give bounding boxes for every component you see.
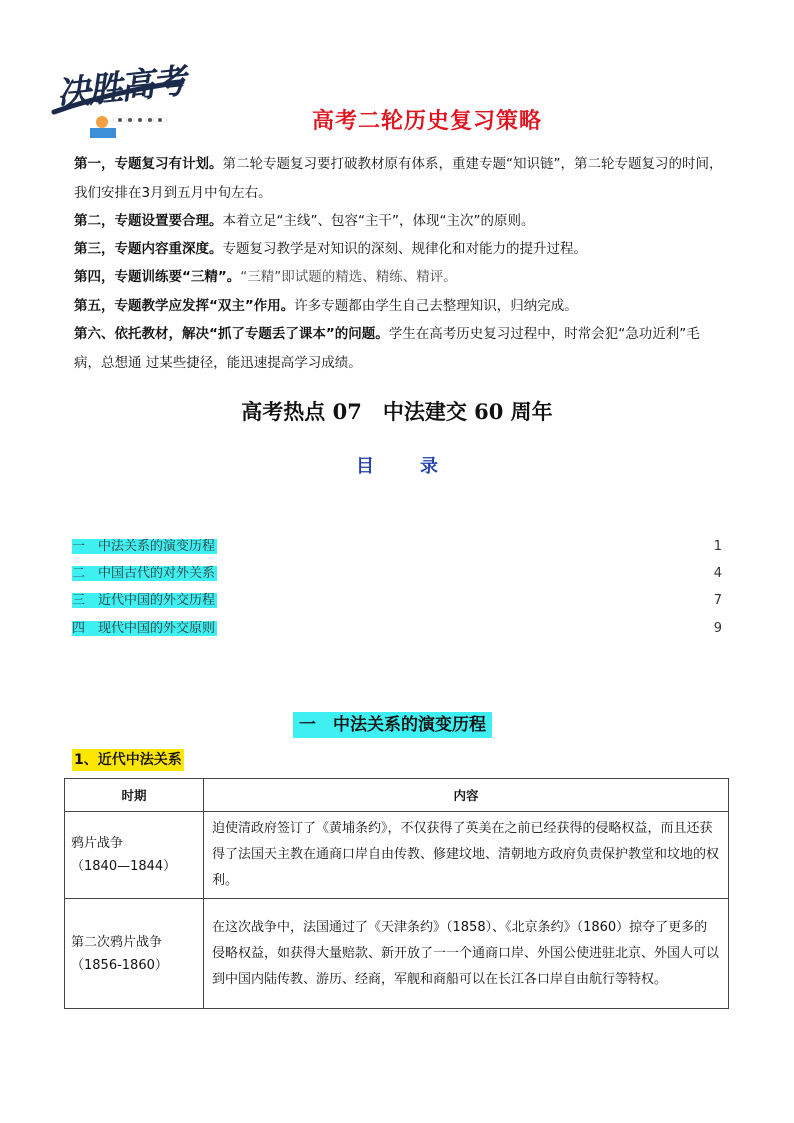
strategy-lead: 第五，专题教学应发挥“双主”作用。 [74,298,295,314]
column-header: 内容 [204,779,729,812]
strategy-paragraph-4 [74,263,724,292]
toc-item[interactable] [72,591,722,611]
period-name: 鸦片战争 [71,836,124,851]
column-header: 时期 [65,779,204,812]
relations-table [64,778,729,1009]
strategy-lead: 第六、依托教材，解决“抓了专题丢了课本”的问题。 [74,326,389,342]
content-cell: 迫使清政府签订了《黄埔条约》，不仅获得了英美在之前已经获得的侵略权益，而且还获得了法国天主教在通商口岸自由传教、修建坟地、清朝地方政府负责保护教堂和坟地的权利。 [204,812,729,899]
strategy-lead: 第一，专题复习有计划。 [74,156,223,172]
strategy-paragraph-3 [74,235,724,264]
section-title: 一 中法关系的演变历程 [293,712,492,738]
table-header-row [65,779,729,812]
table-row [65,812,729,899]
toc-item-page: 4 [713,566,722,581]
strategy-body: 本着立足“主线”、包容“主干”，体现“主次”的原则。 [222,213,535,229]
strategy-paragraph-1 [74,150,724,207]
toc-item-page: 7 [713,593,722,608]
period-cell [65,899,204,1009]
period-cell [65,812,204,899]
toc-title: 目 录 [356,456,452,477]
toc-item-label[interactable]: 三 近代中国的外交历程 [72,593,216,608]
period-years: （1840—1844） [71,859,177,874]
main-title: 高考二轮历史复习策略 [311,109,542,134]
strategy-lead: 第四，专题训练要“三精”。 [74,269,241,285]
logo-text: 决胜高考 [54,61,187,115]
toc-item[interactable] [72,619,722,639]
table-row [65,899,729,1009]
strategy-paragraph-2 [74,207,724,236]
topic-title: 高考热点 07 中法建交 60 周年 [241,399,553,424]
strategy-body: “三精”即试题的精选、精练、精评。 [240,269,457,285]
strategy-body: 学生在高考历史复习过程中，时常会犯“急功近利”毛病，总想通 过某些捷径，能迅速提高学习成绩。 [74,326,700,371]
subsection-title: 1、近代中法关系 [72,749,184,771]
toc-item[interactable] [72,537,722,557]
toc-item-page: 1 [713,539,722,554]
toc-item-label[interactable]: 二 中国古代的对外关系 [72,566,216,581]
strategy-lead: 第三，专题内容重深度。 [74,241,223,257]
toc-item[interactable] [72,564,722,584]
toc-item-label[interactable]: 四 现代中国的外交原则 [72,621,216,636]
period-name: 第二次鸦片战争 [71,934,163,950]
strategy-paragraph-5 [74,292,724,321]
content-cell: 在这次战争中，法国通过了《天津条约》（1858）、《北京条约》（1860）掠夺了更多的侵略权益，如获得大量赔款、新开放了一一个通商口岸、外国公使进驻北京、外国人可以到中国内陆传教、游历、经商，军舰和商船可以在长江各口岸自由航行等特权。 [204,899,729,1009]
strategy-body: 专题复习教学是对知识的深刻、规律化和对能力的提升过程。 [222,241,587,257]
period-years: （1856-1860） [71,957,168,973]
toc-item-label[interactable]: 一 中法关系的演变历程 [72,539,216,554]
strategy-body: 第二轮专题复习要打破教材原有体系，重建专题“知识链”，第二轮专题复习的时间，我们安排在3月到五月中旬左右。 [74,156,723,201]
strategy-lead: 第二，专题设置要合理。 [74,213,223,229]
strategy-body: 许多专题都由学生自己去整理知识，归纳完成。 [294,298,578,314]
strategy-paragraph-6 [74,320,724,377]
toc-item-page: 9 [713,621,722,636]
